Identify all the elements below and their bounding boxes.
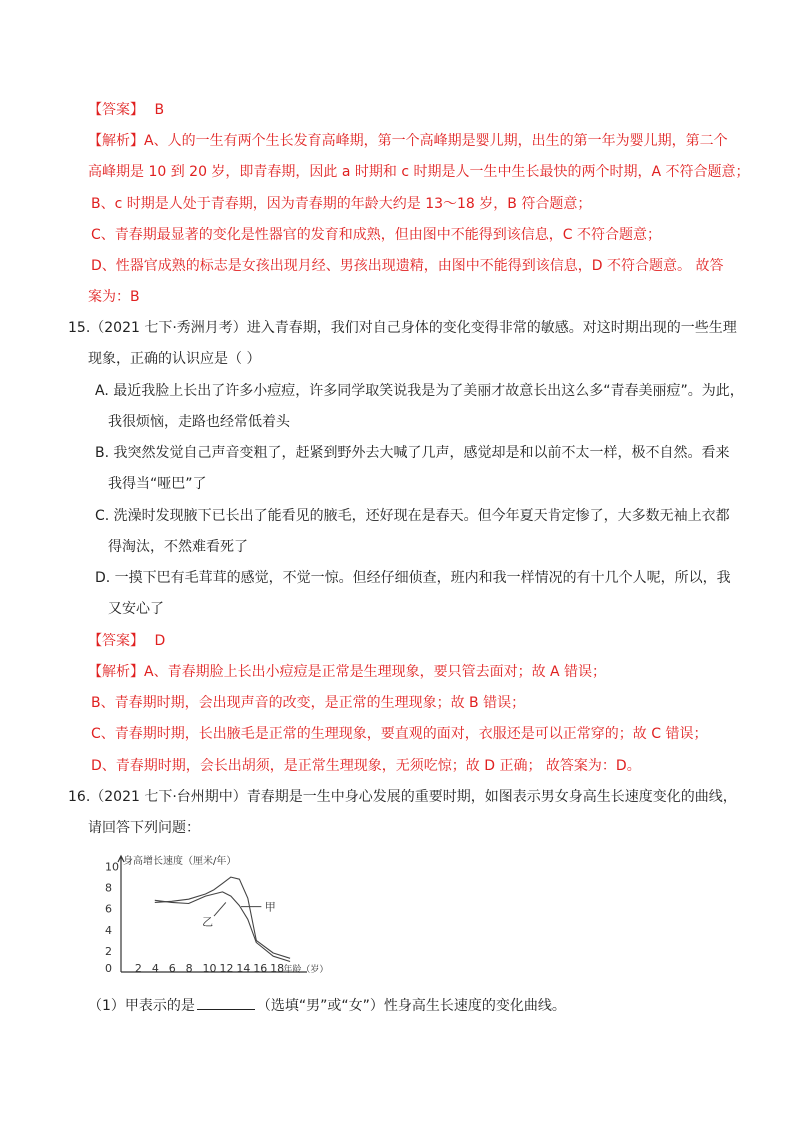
y-tick-label: 2: [105, 944, 112, 958]
x-tick-label: 2: [134, 962, 142, 975]
q15-option-c-line-0: C. 洗澡时发现腋下已长出了能看见的腋毛，还好现在是春天。但今年夏天肯定惨了，大多数无袖上衣都: [95, 508, 730, 524]
q14-analysis-line-5: 案为：B: [88, 289, 140, 305]
x-tick-label: 10: [202, 962, 217, 975]
y-tick-label: 10: [105, 860, 119, 874]
q15-option-c-line-1: 得淘汰，不然难看死了: [108, 539, 248, 555]
analysis-label: 【解析】: [88, 133, 144, 149]
x-tick-label: 18: [270, 962, 285, 975]
y-tick-label: 8: [105, 881, 112, 895]
series-line-jia: [155, 877, 290, 958]
answer-blank[interactable]: [197, 995, 255, 1010]
x-tick-label: 14: [236, 962, 251, 975]
x-axis-label: 年龄（岁）: [283, 965, 329, 975]
q15-option-b-line-0: B. 我突然发觉自己声音变粗了，赶紧到野外去大喊了几声，感觉却是和以前不太一样，极不自然。看来: [95, 445, 730, 461]
q14-answer: [88, 100, 164, 120]
q16-stem-line-0: 16.（2021 七下·台州期中）青春期是一生中身心发展的重要时期，如图表示男女身高生长速度变化的曲线，: [68, 789, 737, 805]
series-label-jia: 甲: [264, 900, 276, 914]
x-tick-label: 6: [168, 962, 176, 975]
y-tick-label: 4: [105, 923, 112, 937]
q16-sub1: [88, 995, 566, 1016]
growth-speed-chart: [85, 848, 329, 983]
x-tick-label: 8: [185, 962, 193, 975]
q15-answer: [88, 631, 165, 651]
q15-stem-line-1: 现象，正确的认识应是（ ）: [88, 351, 261, 367]
x-tick-label: 12: [219, 962, 234, 975]
answer-label: 【答案】: [88, 102, 144, 118]
q14-analysis-line-2: B、c 时期是人处于青春期，因为青春期的年龄大约是 13～18 岁，B 符合题意；: [91, 196, 592, 212]
q15-option-a-line-1: 我很烦恼，走路也经常低着头: [108, 414, 290, 430]
yi-leader-line: [214, 902, 226, 916]
q15-option-b-line-1: 我得当“哑巴”了: [108, 476, 207, 492]
q15-analysis-line-0: [88, 662, 606, 682]
x-tick-label: 0: [105, 962, 112, 975]
q16-sub1-before: （1）甲表示的是: [88, 998, 195, 1014]
analysis-text: A、人的一生有两个生长发育高峰期，第一个高峰期是婴儿期，出生的第一年为婴儿期，第二个: [144, 133, 728, 149]
q15-analysis-line-1: B、青春期时期，会出现声音的改变，是正常的生理现象；故 B 错误；: [91, 695, 526, 711]
q16-sub1-after: （选填“男”或“女”）性身高生长速度的变化曲线。: [256, 998, 566, 1014]
q14-analysis-line-3: C、青春期最显著的变化是性器官的发育和成熟，但由图中不能得到该信息，C 不符合题意；: [91, 227, 661, 243]
x-tick-label: 4: [151, 962, 159, 975]
analysis-text: A、青春期脸上长出小痘痘是正常是生理现象，要只管去面对；故 A 错误；: [144, 664, 607, 680]
q14-analysis-line-4: D、性器官成熟的标志是女孩出现月经、男孩出现遗精，由图中不能得到该信息，D 不符合题意。 故答: [91, 258, 724, 274]
x-tick-label: 16: [253, 962, 268, 975]
q16-stem-line-1: 请回答下列问题：: [88, 820, 200, 836]
y-axis-label: 身高增长速度（厘米/年）: [123, 856, 237, 867]
q15-analysis-line-3: D、青春期时期，会长出胡须，是正常生理现象，无须吃惊；故 D 正确； 故答案为：D。: [91, 758, 641, 774]
analysis-label: 【解析】: [88, 664, 144, 680]
q14-analysis-line-0: [88, 131, 728, 151]
q15-option-d-line-0: D. 一摸下巴有毛茸茸的感觉，不觉一惊。但经仔细侦查，班内和我一样情况的有十几个人呢，所以，我: [95, 570, 731, 586]
q15-stem-line-0: 15.（2021 七下·秀洲月考）进入青春期，我们对自己身体的变化变得非常的敏感。对这时期出现的一些生理: [68, 320, 737, 336]
q14-analysis-line-1: 高峰期是 10 到 20 岁，即青春期，因此 a 时期和 c 时期是人一生中生长最快的两个时期，A 不符合题意；: [88, 164, 750, 180]
y-tick-label: 6: [105, 902, 112, 916]
answer-value: D: [154, 633, 166, 649]
answer-value: B: [154, 102, 165, 118]
q15-option-d-line-1: 又安心了: [108, 601, 164, 617]
q15-option-a-line-0: A. 最近我脸上长出了许多小痘痘，许多同学取笑说我是为了美丽才故意长出这么多“青春美丽痘”。为此，: [95, 383, 744, 399]
answer-label: 【答案】: [88, 633, 144, 649]
series-label-yi: 乙: [202, 915, 214, 929]
q15-analysis-line-2: C、青春期时期，长出腋毛是正常的生理现象，要直观的面对，衣服还是可以正常穿的；故 C 错误；: [91, 726, 708, 742]
